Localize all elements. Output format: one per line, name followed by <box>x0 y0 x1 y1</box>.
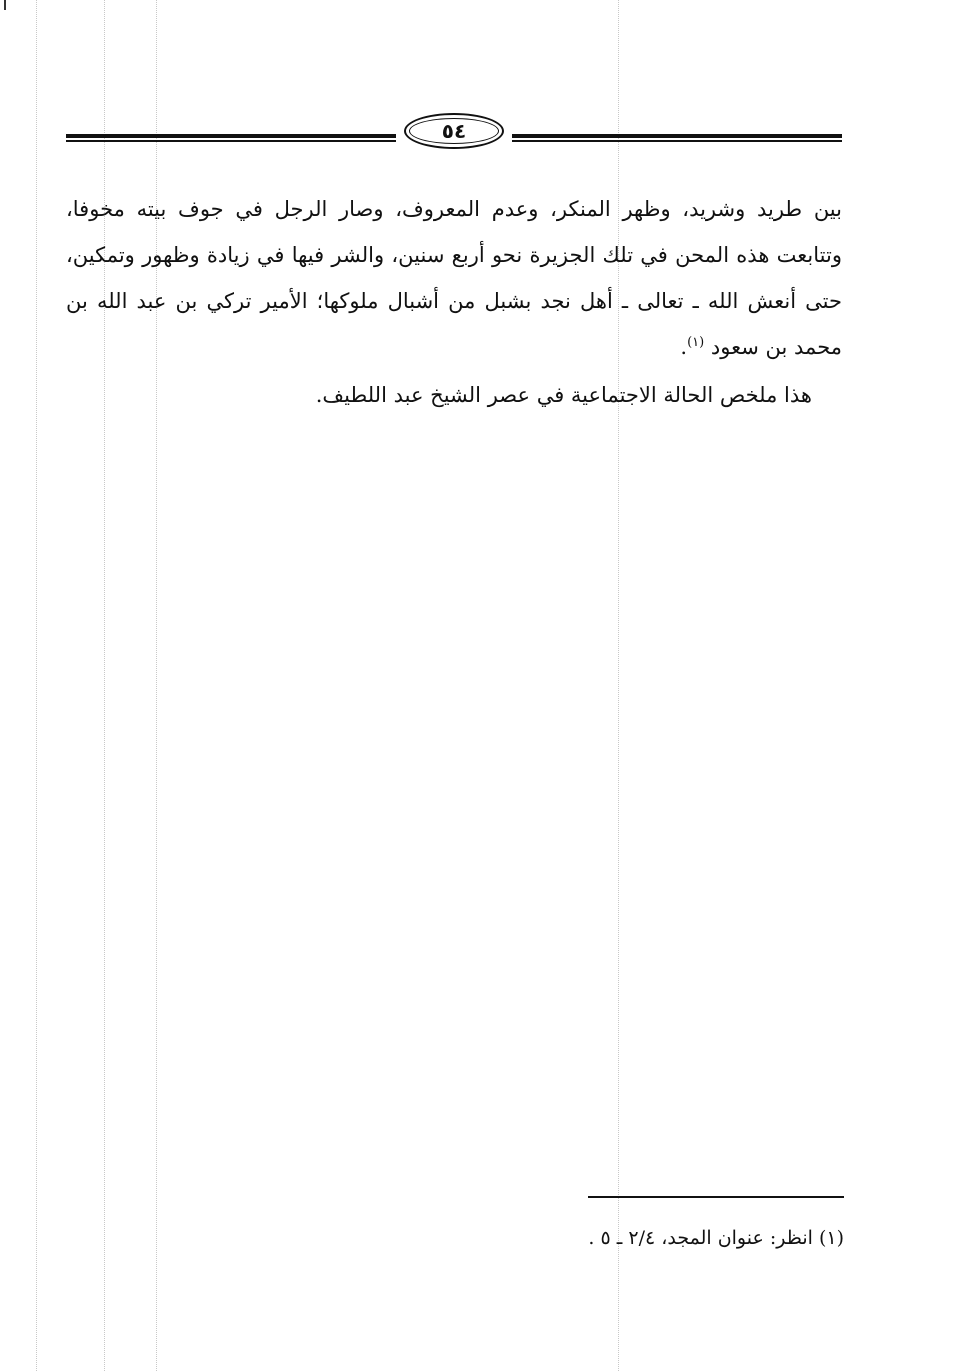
footnote: (١) انظر: عنوان المجد، ٢/٤ ـ ٥ . <box>588 1227 844 1249</box>
paragraph <box>66 186 842 370</box>
scan-corner-mark <box>4 0 6 10</box>
body-text <box>66 186 842 418</box>
page-header <box>66 110 842 160</box>
footnote-reference[interactable]: (١) <box>687 335 705 350</box>
paragraph-text: بين طريد وشريد، وظهر المنكر، وعدم المعروف، وصار الرجل في جوف بيته مخوفا، وتتابعت هذه المحن في تلك الجزيرة نحو أربع سنين، والشر فيها في زيادة وظهور وتمكين، حتى أنعش الله ـ تعالى ـ أهل نجد بشبل من أشبال ملوكها؛ الأمير تركي بن عبد الله بن محمد بن سعود <box>66 197 842 359</box>
scan-guide-line <box>36 0 37 1371</box>
page-number: ٥٤ <box>441 119 467 143</box>
paragraph: هذا ملخص الحالة الاجتماعية في عصر الشيخ عبد اللطيف. <box>315 383 812 407</box>
footnote-separator <box>588 1196 844 1198</box>
paragraph-terminator: . <box>680 335 688 359</box>
page-number-badge <box>404 113 504 149</box>
